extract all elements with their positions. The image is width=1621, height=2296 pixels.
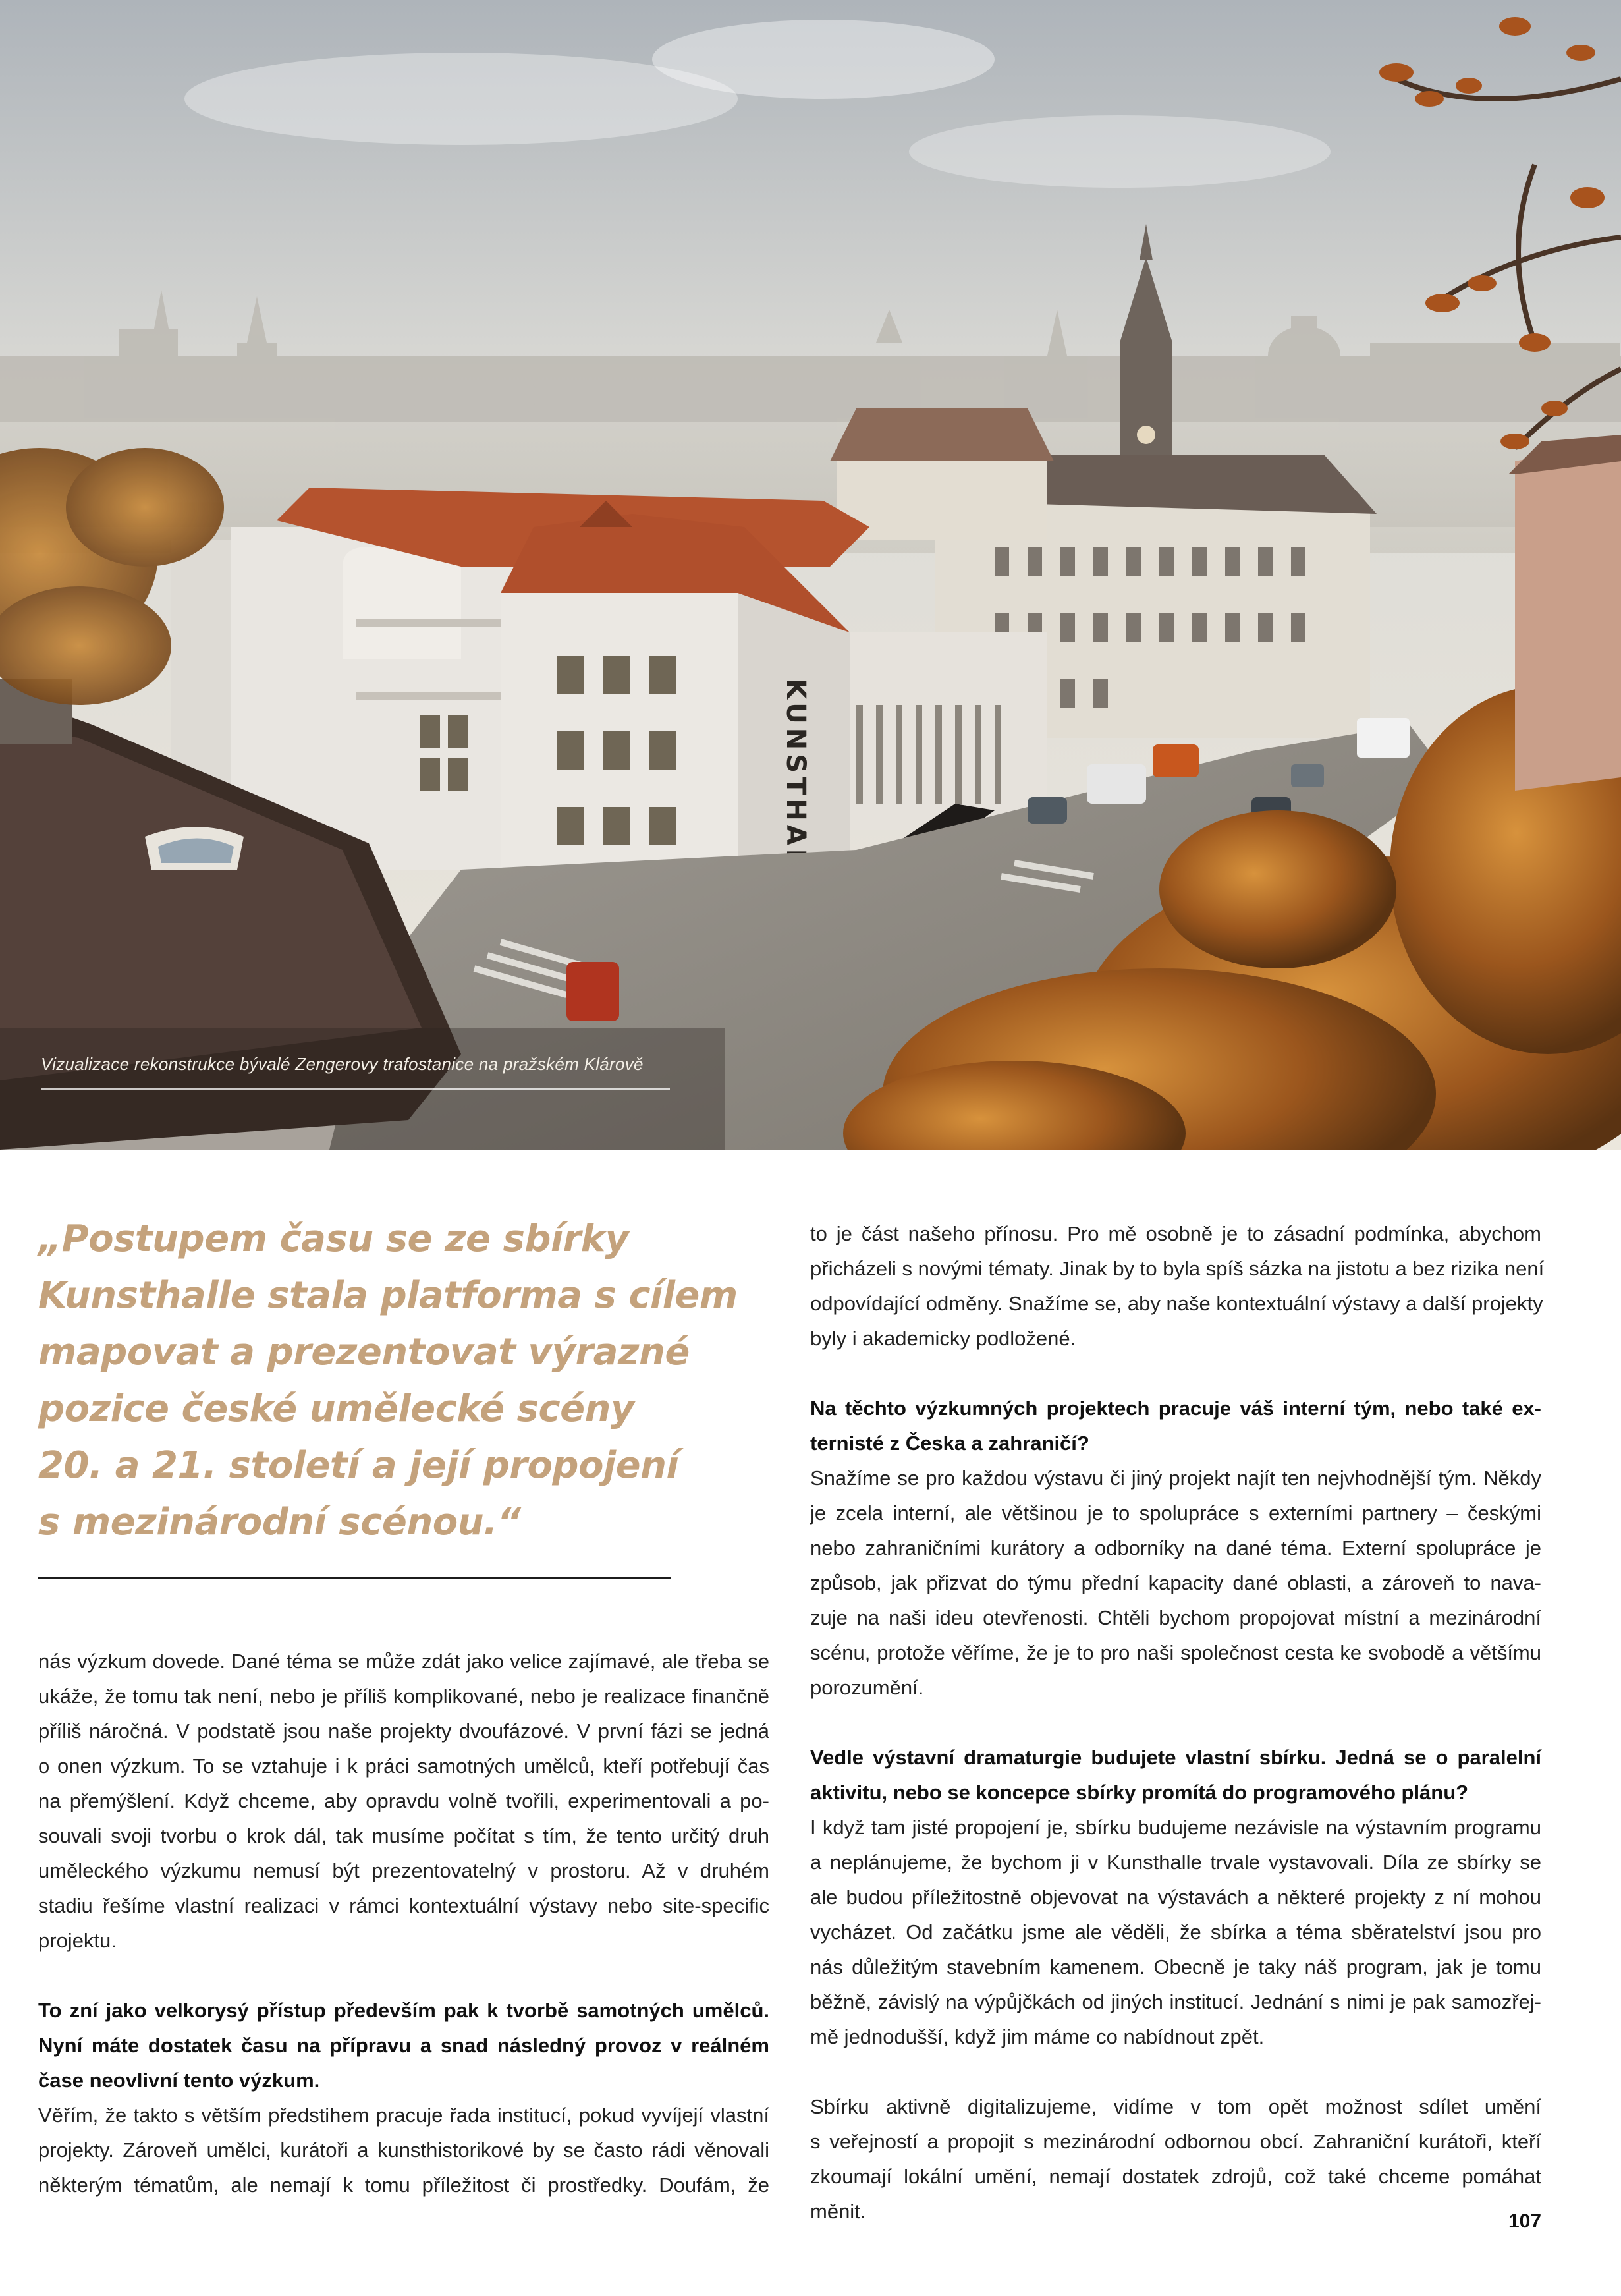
paragraph — [810, 1461, 1541, 1705]
question-line: aktivitu, nebo se koncepce sbírky promítá do programového plánu? — [810, 1781, 1469, 1804]
text-line: způsob, jak přizvat do týmu přední kapacity dané oblasti, a zároveň to nava- — [810, 1571, 1541, 1594]
text-line: o onen výzkum. To se vztahuje i k práci samotných umělců, kteří potřebují čas — [38, 1754, 769, 1778]
text-line: Snažíme se pro každou výstavu či jiný projekt najít ten nejvhodnější tým. Někdy — [810, 1467, 1541, 1490]
building-right-edge — [1508, 435, 1621, 791]
pull-quote-line: Kunsthalle stala platforma s cílem — [38, 1274, 738, 1317]
left-column — [38, 1644, 769, 2202]
text-line: Sbírku aktivně digitalizujeme, vidíme v tom opět možnost sdílet umění — [810, 2095, 1541, 2118]
text-line: stadiu řešíme vlastní realizaci v rámci kontextuální výstavy nebo site-specific — [38, 1894, 769, 1917]
text-line: na přemýšlení. Když chceme, aby opravdu volně tvořili, experimentovali a po- — [38, 1789, 769, 1812]
interview-question — [810, 1391, 1541, 1461]
text-line: měnit. — [810, 2200, 866, 2223]
text-line: byly i akademicky podložené. — [810, 1327, 1076, 1350]
kunsthalle-sign: KUNSTHALLE — [781, 679, 811, 913]
question-line: čase neovlivní tento výzkum. — [38, 2069, 320, 2092]
text-line: to je část našeho přínosu. Pro mě osobně je to zásadní podmínka, abychom — [810, 1222, 1541, 1245]
text-line: uměleckého výzkumu nemusí být prezentovatelný v prostoru. Až v druhém — [38, 1859, 769, 1882]
pull-quote-line: mapovat a prezentovat výrazné — [38, 1331, 690, 1374]
text-line: běžně, závislý na výpůjčkách od jiných institucí. Jednání s nimi je pak samozřej- — [810, 1990, 1541, 2013]
text-line: je zcela interní, ale většinou je to spolupráce s externími partnery – českými — [810, 1501, 1541, 1525]
question-line: Vedle výstavní dramaturgie budujete vlastní sbírku. Jedná se o paralelní — [810, 1746, 1541, 1769]
text-line: s veřejností a propojit s mezinárodní odbornou obcí. Zahraniční kurátoři, kteří — [810, 2130, 1541, 2153]
paragraph — [810, 1216, 1545, 1356]
question-line: Na těchto výzkumných projektech pracuje váš interní tým, nebo také ex- — [810, 1397, 1541, 1420]
text-line: zkoumají lokální umění, nemají dostatek zdrojů, což také chceme pomáhat — [810, 2165, 1541, 2188]
interview-question — [38, 1993, 769, 2098]
text-line: některým tématům, ale nemají k tomu příležitost či prostředky. Doufám, že — [38, 2173, 769, 2197]
pull-quote — [38, 1211, 738, 1551]
pull-quote-line: „Postupem času se ze sbírky — [38, 1218, 629, 1260]
pull-quote-divider — [38, 1577, 671, 1579]
text-line: projekty. Zároveň umělci, kurátoři a kunsthistorikové by se často rádi věnovali — [38, 2139, 769, 2162]
text-line: nás důležitým stavebním kamenem. Obecně je taky náš program, jak je tomu — [810, 1955, 1541, 1978]
text-line: vycházet. Od začátku jsme ale věděli, že sbírka a téma sběratelství jsou pro — [810, 1920, 1541, 1944]
photo-caption: Vizualizace rekonstrukce bývalé Zengerovy trafostanice na pražském Klárově — [41, 1054, 644, 1074]
pull-quote-line: 20. a 21. století a její propojení — [38, 1444, 679, 1487]
right-column — [810, 1216, 1545, 2229]
text-line: nebo zahraničními kurátory a odborníky na dané téma. Externí spolupráce je — [810, 1536, 1541, 1559]
paragraph — [810, 2089, 1541, 2229]
paragraph — [38, 1644, 769, 1958]
question-line: Nyní máte dostatek času na přípravu a snad následný provoz v reálném — [38, 2034, 769, 2057]
text-line: a neplánujeme, že bychom ji v Kunsthalle trvale vystavovali. Díla ze sbírky se — [810, 1851, 1541, 1874]
paragraph — [38, 2098, 769, 2202]
text-line: nás výzkum dovede. Dané téma se může zdát jako velice zajímavé, ale třeba se — [38, 1650, 769, 1673]
page-number: 107 — [1508, 2210, 1542, 2232]
pull-quote-line: pozice české umělecké scény — [38, 1387, 634, 1430]
text-line: porozumění. — [810, 1676, 924, 1699]
text-line: I když tam jisté propojení je, sbírku budujeme nezávisle na výstavním programu — [810, 1816, 1541, 1839]
question-line: ternisté z Česka a zahraničí? — [810, 1432, 1089, 1455]
question-line: To zní jako velkorysý přístup především pak k tvorbě samotných umělců. — [38, 1999, 769, 2022]
text-line: scénu, protože věříme, že je to pro naši společnost cesta ke svobodě a většímu — [810, 1641, 1541, 1664]
paragraph — [810, 1810, 1541, 2054]
caption-rule — [41, 1088, 670, 1090]
text-line: projektu. — [38, 1929, 117, 1952]
text-line: příliš náročná. V podstatě jsou naše projekty dvoufázové. V první fázi se jedná — [38, 1720, 769, 1743]
text-line: souvali svoji tvorbu o krok dál, tak musíme počítat s tím, že tento určitý druh — [38, 1824, 769, 1847]
text-line: zuje na naši ideu otevřenosti. Chtěli bychom propojovat místní a mezinárodní — [810, 1606, 1541, 1629]
text-line: ale budou příležitostně objevovat na výstavách a některé projekty z ní mohou — [810, 1886, 1541, 1909]
pull-quote-line: s mezinárodní scénou.“ — [38, 1501, 521, 1544]
text-line: mě jednodušší, když jim máme co nabídnout zpět. — [810, 2025, 1265, 2048]
text-line: ukáže, že tomu tak není, nebo je příliš komplikované, nebo je realizace finančně — [38, 1685, 769, 1708]
text-line: přicházeli s novými tématy. Jinak by to byla spíš sázka na jistotu a bez rizika není — [810, 1257, 1545, 1280]
text-line: odpovídající odměny. Snažíme se, aby naše kontextuální výstavy a další projekty — [810, 1292, 1543, 1315]
text-line: Věřím, že takto s větším předstihem pracuje řada institucí, pokud vyvíjejí vlastní — [38, 2104, 769, 2127]
interview-question — [810, 1740, 1541, 1810]
